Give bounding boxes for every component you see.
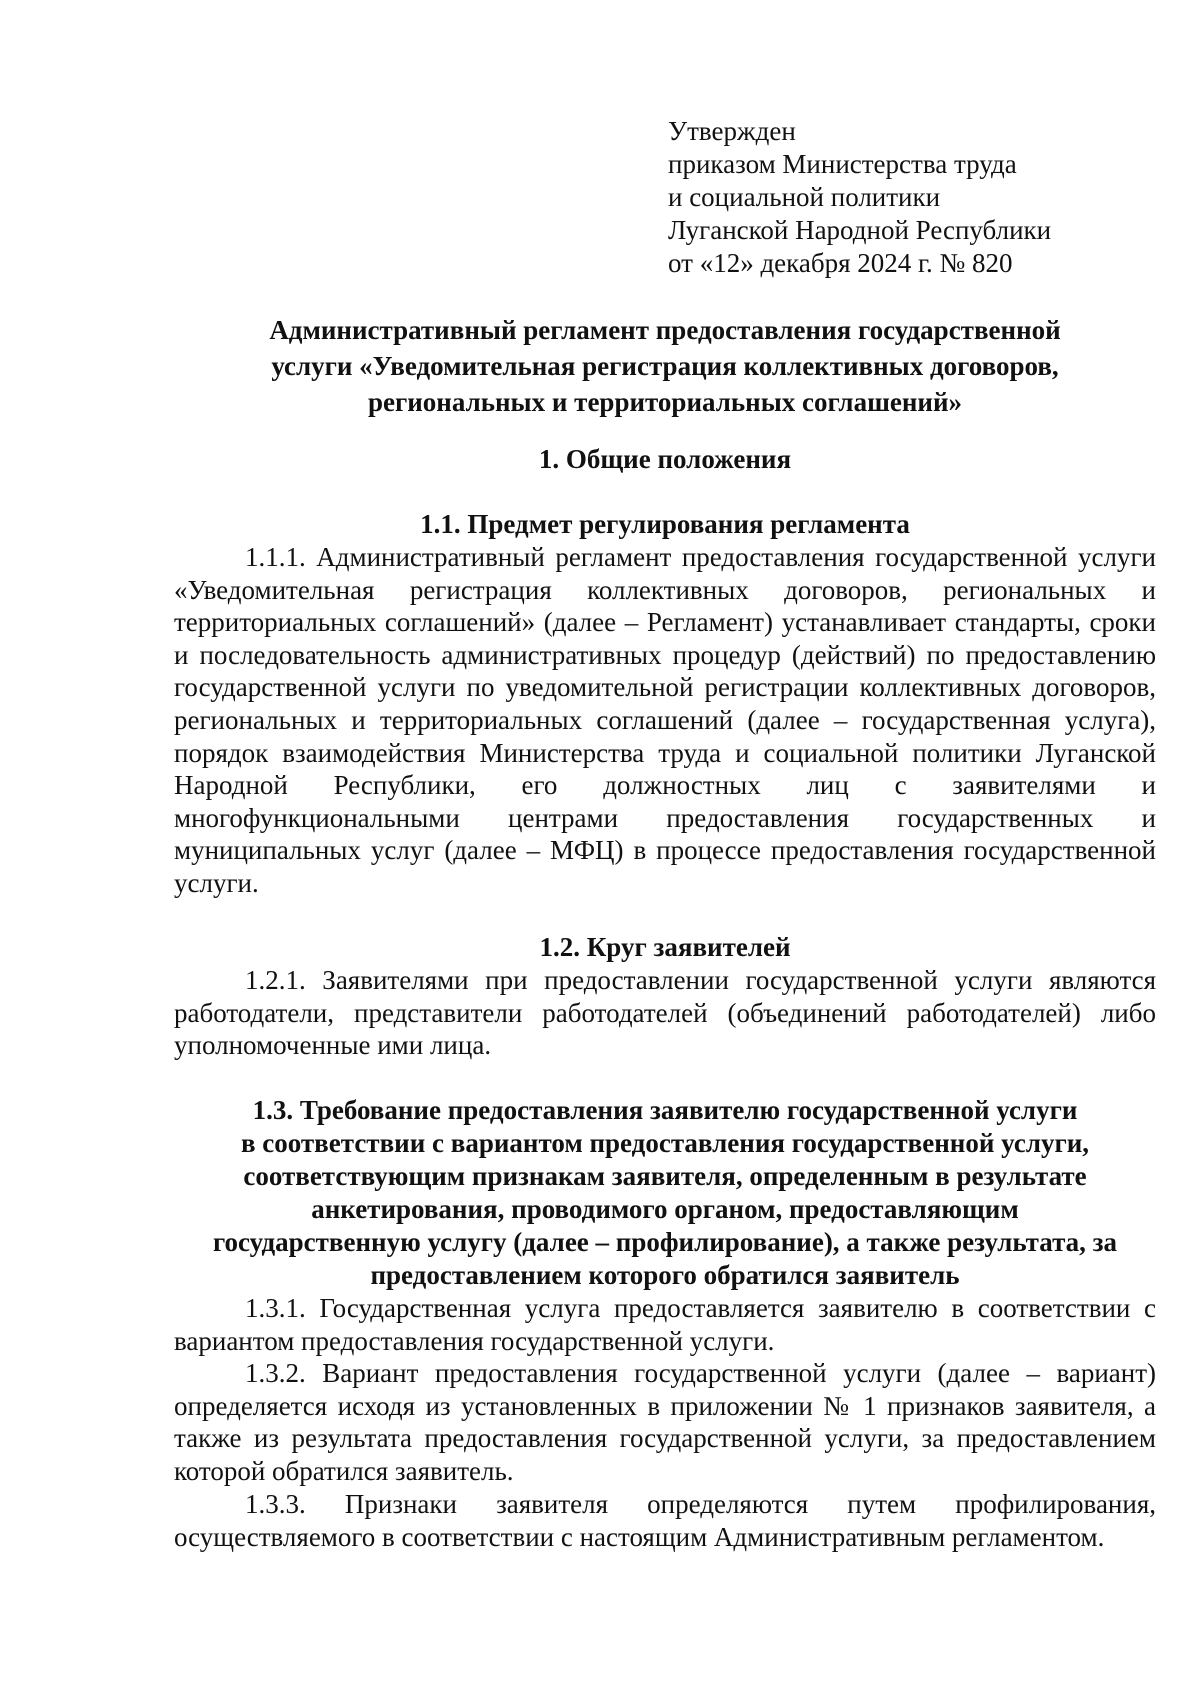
subsection-heading: 1.3. Требование предоставления заявителю государственной услуги в соответствии с вариантом предоставления государственной услуги, соответствующим признакам заявителя, определенным в результате анкетирования, проводимого органом, предоставляющим государственную услугу (далее – профилирование), а также результата, за предоставлением которого обратился заявитель bbox=[212, 1095, 1118, 1290]
paragraph-1-3-2: 1.3.2. Вариант предоставления государственной услуги (далее – вариант) определяется исходя из установленных в приложении № 1 признаков заявителя, а также из результата предоставления государственной услуги, за предоставлением которой обратился заявитель. bbox=[174, 1358, 1156, 1486]
paragraph-1-3-1: 1.3.1. Государственная услуга предоставляется заявителю в соответствии с вариантом предоставления государственной услуги. bbox=[174, 1293, 1156, 1356]
approval-line: Утвержден bbox=[668, 116, 796, 146]
title-line: региональных и территориальных соглашений» bbox=[367, 387, 963, 417]
title-line: Административный регламент предоставления государственной bbox=[269, 315, 1061, 345]
paragraph-1-1-1: 1.1.1. Административный регламент предоставления государственной услуги «Уведомительная регистрация коллективных договоров, региональных и территориальных соглашений» (далее – Регламент) устанавливает стандарты, сроки и последовательность административных процедур (действий) по предоставлению государственной услуги по уведомительной регистрации коллективных договоров, региональных и территориальных соглашений (далее – государственная услуга), порядок взаимодействия Министерства труда и социальной политики Луганской Народной Республики, его должностных лиц с заявителями и многофункциональными центрами предоставления государственных и муниципальных услуг (далее – МФЦ) в процессе предоставления государственной услуги. bbox=[174, 542, 1156, 898]
section-heading: 1. Общие положения bbox=[538, 444, 792, 474]
subsection-heading: 1.2. Круг заявителей bbox=[539, 932, 791, 962]
paragraph-1-2-1: 1.2.1. Заявителями при предоставлении государственной услуги являются работодатели, представители работодателей (объединений работодателей) либо уполномоченные ими лица. bbox=[174, 965, 1156, 1061]
title-line: услуги «Уведомительная регистрация коллективных договоров, bbox=[271, 351, 1059, 381]
approval-line: и социальной политики bbox=[668, 182, 941, 212]
approval-line: от «12» декабря 2024 г. № 820 bbox=[668, 248, 1013, 278]
paragraph-1-3-3: 1.3.3. Признаки заявителя определяются путем профилирования, осуществляемого в соответствии с настоящим Административным регламентом. bbox=[174, 1489, 1156, 1552]
approval-line: приказом Министерства труда bbox=[668, 149, 1017, 179]
document-title bbox=[174, 312, 1156, 420]
approval-line: Луганской Народной Республики bbox=[668, 215, 1052, 245]
subsection-heading: 1.1. Предмет регулирования регламента bbox=[420, 509, 910, 539]
approval-stamp-block bbox=[668, 115, 1148, 280]
